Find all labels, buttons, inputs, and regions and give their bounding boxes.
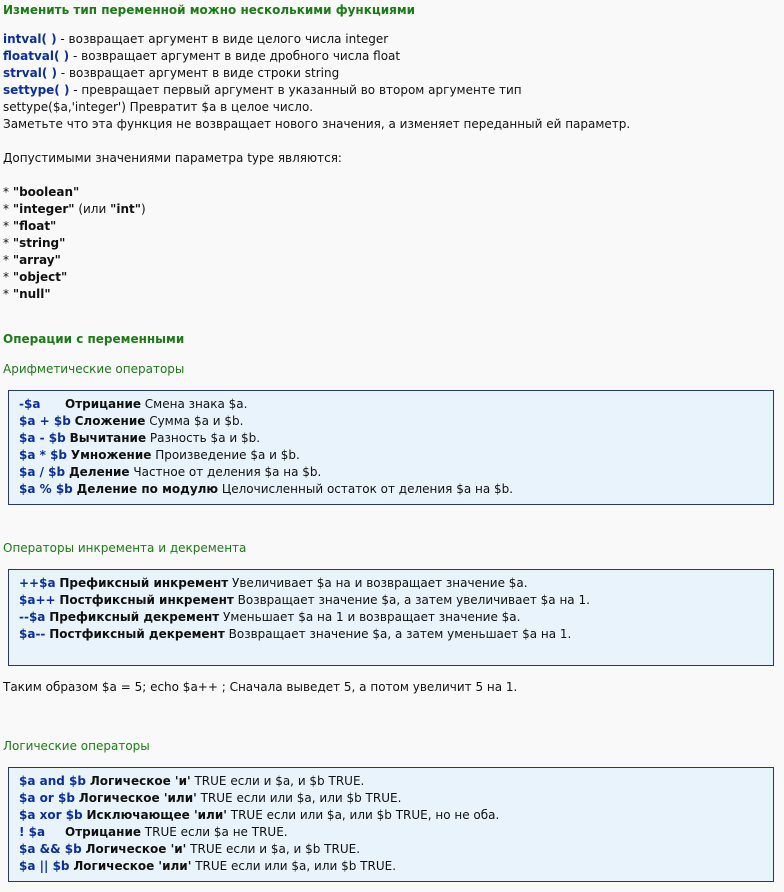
function-name: floatval( ) <box>3 49 70 63</box>
heading-operations: Операции с переменными <box>3 332 185 346</box>
operator-row: $a % $b Деление по модулю Целочисленный остаток от деления $a на $b. <box>19 482 514 496</box>
operator-row: --$a Префиксный декремент Уменьшает $a на 1 и возвращает значение $a. <box>19 610 521 624</box>
type-item: * "boolean" <box>3 185 80 199</box>
function-line <box>3 31 630 48</box>
operator-row: $a and $b Логическое 'и' TRUE если и $a, и $b TRUE. <box>19 774 365 788</box>
type-item: * "array" <box>3 253 61 267</box>
type-item: * "float" <box>3 219 57 233</box>
type-item: * "integer" (или "int") <box>3 202 146 216</box>
operator-row: $a || $b Логическое 'или' TRUE если или $a, или $b TRUE. <box>19 859 397 873</box>
heading-arithmetic: Арифметические операторы <box>3 362 185 376</box>
function-name: settype( ) <box>3 83 70 97</box>
types-intro: Допустимыми значениями параметра type являются: <box>3 151 342 165</box>
heading-type-conversion: Изменить тип переменной можно несколькими функциями <box>3 3 416 17</box>
operator-row: $a / $b Деление Частное от деления $a на $b. <box>19 465 322 479</box>
settype-example: settype($a,'integer') Превратит $a в целое число. <box>3 100 314 114</box>
operator-row: $a - $b Вычитание Разность $a и $b. <box>19 431 261 445</box>
operator-row: $a xor $b Исключающее 'или' TRUE если или $a, или $b TRUE, но не оба. <box>19 808 500 822</box>
types-list <box>3 184 146 303</box>
type-item: * "string" <box>3 236 66 250</box>
function-line <box>3 82 630 99</box>
heading-increment-decrement: Операторы инкремента и декремента <box>3 541 247 555</box>
heading-logical: Логические операторы <box>3 739 150 753</box>
operator-row: $a-- Постфиксный декремент Возвращает значение $a, а затем уменьшает $a на 1. <box>19 627 572 641</box>
function-line <box>3 65 630 82</box>
functions-list <box>3 31 630 133</box>
logical-code-box <box>8 767 774 882</box>
function-desc: - возвращает аргумент в виде строки string <box>56 66 340 80</box>
function-desc: - превращает первый аргумент в указанный во втором аргументе тип <box>69 83 522 97</box>
function-desc: - возвращает аргумент в виде целого числа integer <box>56 32 389 46</box>
operator-row: $a or $b Логическое 'или' TRUE если или $a, или $b TRUE. <box>19 791 402 805</box>
type-item: * "null" <box>3 287 51 301</box>
operator-row: $a++ Постфиксный инкремент Возвращает значение $a, а затем увеличивает $a на 1. <box>19 593 590 607</box>
function-desc: - возвращает аргумент в виде дробного числа float <box>69 49 401 63</box>
function-name: intval( ) <box>3 32 57 46</box>
function-line <box>3 48 630 65</box>
operator-row: ++$a Префиксный инкремент Увеличивает $a на и возвращает значение $a. <box>19 576 528 590</box>
operator-row: $a && $b Логическое 'и' TRUE если и $a, и $b TRUE. <box>19 842 361 856</box>
incdec-code-box <box>8 569 774 666</box>
function-name: strval( ) <box>3 66 57 80</box>
operator-row: $a + $b Сложение Сумма $a и $b. <box>19 414 244 428</box>
settype-note: Заметьте что эта функция не возвращает нового значения, а изменяет переданный ей параметр. <box>3 117 631 131</box>
operator-row: $a * $b Умножение Произведение $a и $b. <box>19 448 300 462</box>
operator-row: -$a Отрицание Смена знака $a. <box>19 397 248 411</box>
incdec-example: Таким образом $a = 5; echo $a++ ; Сначала выведет 5, а потом увеличит 5 на 1. <box>3 680 518 694</box>
type-item: * "object" <box>3 270 68 284</box>
arithmetic-code-box <box>8 390 774 505</box>
operator-row: ! $a Отрицание TRUE если $a не TRUE. <box>19 825 288 839</box>
